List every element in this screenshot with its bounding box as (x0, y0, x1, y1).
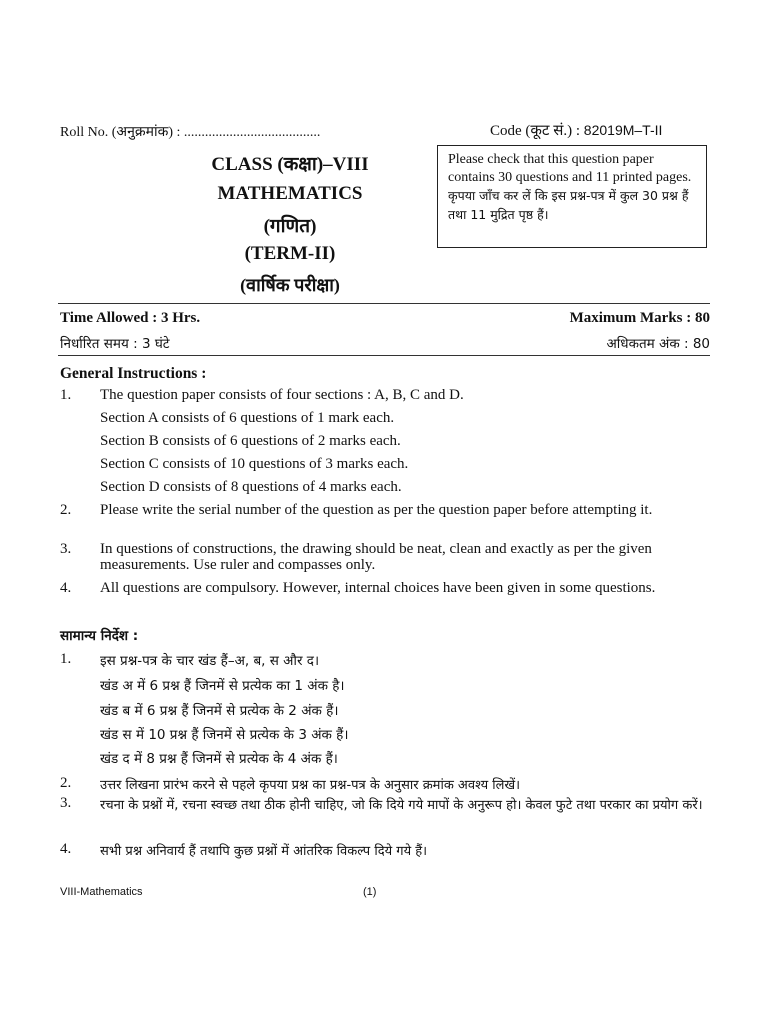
instruction-text: Section A consists of 6 questions of 1 mark each. (100, 410, 395, 426)
notice-hindi: कृपया जाँच कर लें कि इस प्रश्न-पत्र में कुल 30 प्रश्न हैं तथा 11 मुद्रित पृष्ठ हैं। (448, 188, 689, 222)
divider-top (58, 303, 710, 304)
instruction-text: The question paper consists of four sections : A, B, C and D. (100, 387, 464, 403)
page-check-notice (437, 145, 707, 248)
instruction-number: 2. (60, 775, 72, 791)
maximum-marks-hindi: अधिकतम अंक : 80 (606, 336, 710, 352)
subject-hindi: (गणित) (263, 216, 317, 237)
general-instructions-title-hindi: सामान्य निर्देश : (60, 628, 139, 644)
exam-title: (वार्षिक परीक्षा) (240, 275, 340, 295)
instruction-text-hindi: खंड अ में 6 प्रश्न हैं जिनमें से प्रत्येक का 1 अंक है। (100, 678, 345, 694)
instruction-text: Section B consists of 6 questions of 2 marks each. (100, 433, 401, 449)
subject-title: MATHEMATICS (217, 183, 363, 204)
class-title: CLASS (कक्षा)–VIII (211, 154, 369, 175)
instruction-text: Section D consists of 8 questions of 4 marks each. (100, 479, 402, 495)
time-allowed-hindi: निर्धारित समय : 3 घंटे (60, 336, 170, 352)
instruction-text: All questions are compulsory. However, internal choices have been given in some questions. (100, 580, 656, 596)
roll-number-line: Roll No. (अनुक्रमांक) : ....................................... (60, 125, 321, 140)
term-title: (TERM-II) (244, 243, 336, 264)
instruction-number: 1. (60, 651, 72, 667)
instruction-number: 1. (60, 387, 72, 403)
instruction-number: 4. (60, 580, 72, 596)
instruction-number: 2. (60, 502, 72, 518)
general-instructions-title: General Instructions : (60, 365, 207, 382)
instruction-text-hindi: इस प्रश्न-पत्र के चार खंड हैं–अ, ब, स और द। (100, 653, 320, 669)
code-label: Code (कूट सं.) : (490, 123, 584, 139)
instruction-text-hindi: खंड स में 10 प्रश्न हैं जिनमें से प्रत्येक के 3 अंक हैं। (100, 727, 349, 743)
notice-english: Please check that this question paper contains 30 questions and 11 printed pages. (448, 152, 692, 185)
instruction-number: 4. (60, 841, 72, 857)
instruction-text-hindi: खंड द में 8 प्रश्न हैं जिनमें से प्रत्येक के 4 अंक हैं। (100, 751, 338, 767)
instruction-text-hindi: उत्तर लिखना प्रारंभ करने से पहले कृपया प्रश्न का प्रश्न-पत्र के अनुसार क्रमांक अवश्य लिखें। (100, 778, 521, 793)
divider-bottom (58, 355, 710, 356)
paper-code (490, 120, 662, 140)
instruction-text: In questions of constructions, the drawing should be neat, clean and exactly as per the given measurements. Use ruler and compasses only. (100, 541, 652, 573)
code-value: 82019M–T-II (583, 122, 663, 138)
page-number: (1) (363, 886, 377, 898)
maximum-marks: Maximum Marks : 80 (569, 310, 710, 326)
instruction-text-hindi: खंड ब में 6 प्रश्न हैं जिनमें से प्रत्येक के 2 अंक हैं। (100, 703, 339, 719)
instruction-text-hindi: सभी प्रश्न अनिवार्य हैं तथापि कुछ प्रश्नों में आंतरिक विकल्प दिये गये हैं। (100, 844, 428, 859)
time-allowed: Time Allowed : 3 Hrs. (60, 310, 201, 326)
footer-label: VIII-Mathematics (60, 886, 143, 898)
instruction-text: Please write the serial number of the question as per the question paper before attempting it. (100, 502, 653, 518)
instruction-number: 3. (60, 541, 72, 557)
instruction-text-hindi: रचना के प्रश्नों में, रचना स्वच्छ तथा ठीक होनी चाहिए, जो कि दिये गये मापों के अनुरूप हो। केवल फुटे तथा परकार का प्रयोग करें। (100, 798, 703, 813)
instruction-number: 3. (60, 795, 72, 811)
instruction-text: Section C consists of 10 questions of 3 marks each. (100, 456, 409, 472)
